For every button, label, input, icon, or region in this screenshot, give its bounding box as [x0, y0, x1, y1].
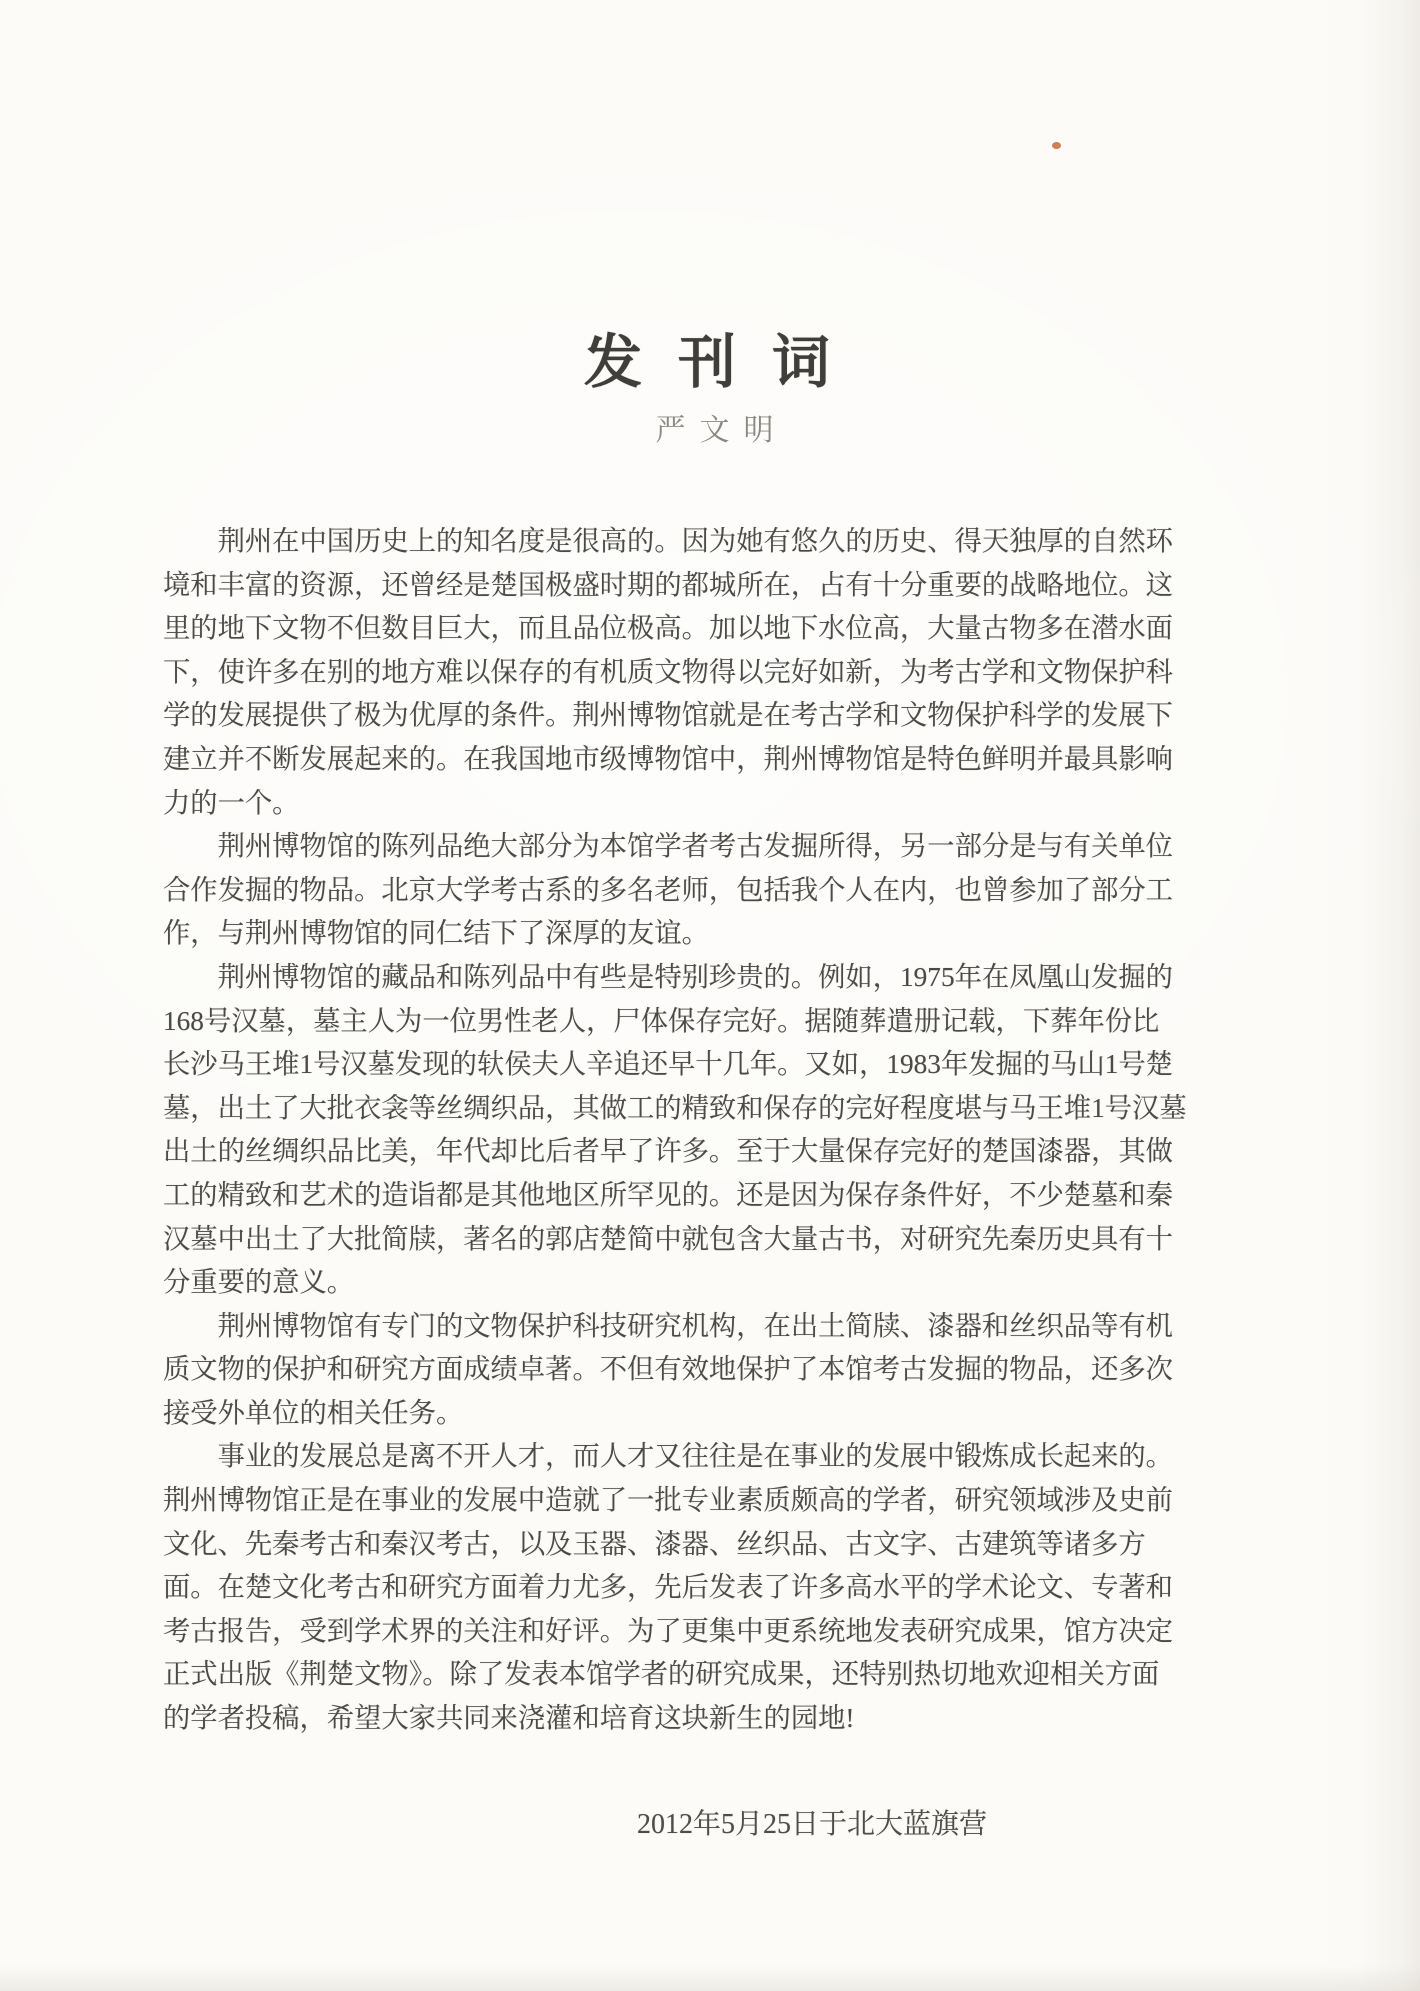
body-line: 学的发展提供了极为优厚的条件。荆州博物馆就是在考古学和文物保护科学的发展下: [163, 700, 1173, 731]
body-line: 考古报告，受到学术界的关注和好评。为了更集中更系统地发表研究成果，馆方决定: [163, 1615, 1173, 1646]
author-name: 严文明: [655, 414, 788, 447]
body-line: 荆州在中国历史上的知名度是很高的。因为她有悠久的历史、得天独厚的自然环: [217, 526, 1173, 556]
body-line: 质文物的保护和研究方面成绩卓著。不但有效地保护了本馆考古发掘的物品，还多次: [163, 1354, 1173, 1385]
body-line: 面。在楚文化考古和研究方面着力尤多，先后发表了许多高水平的学术论文、专著和: [163, 1572, 1173, 1603]
body-line: 荆州博物馆的藏品和陈列品中有些是特别珍贵的。例如，1975年在凤凰山发掘的: [217, 961, 1173, 992]
date-line: 2012年5月25日于北大蓝旗营: [636, 1809, 987, 1840]
document-body: [163, 520, 1187, 1741]
body-line: 合作发掘的物品。北京大学考古系的多名老师，包括我个人在内，也曾参加了部分工: [163, 874, 1173, 905]
body-line: 墓，出土了大批衣衾等丝绸织品，其做工的精致和保存的完好程度堪与马王堆1号汉墓: [163, 1092, 1187, 1123]
body-line: 事业的发展总是离不开人才，而人才又往往是在事业的发展中锻炼成长起来的。: [217, 1441, 1173, 1472]
body-line: 的学者投稿，希望大家共同来浇灌和培育这块新生的园地!: [163, 1703, 855, 1734]
body-line: 荆州博物馆正是在事业的发展中造就了一批专业素质颇高的学者，研究领域涉及史前: [163, 1485, 1173, 1516]
body-line: 下，使许多在别的地方难以保存的有机质文物得以完好如新，为考古学和文物保护科: [163, 656, 1173, 687]
scan-artifact-dot: [1052, 142, 1061, 149]
body-line: 里的地下文物不但数目巨大，而且品位极高。加以地下水位高，大量古物多在潜水面: [163, 613, 1173, 644]
body-line: 出土的丝绸织品比美，年代却比后者早了许多。至于大量保存完好的楚国漆器，其做: [163, 1136, 1173, 1167]
page-title: 发刊词: [583, 329, 866, 395]
body-line: 汉墓中出土了大批简牍，著名的郭店楚简中就包含大量古书，对研究先秦历史具有十: [163, 1223, 1173, 1254]
body-line: 荆州博物馆的陈列品绝大部分为本馆学者考古发掘所得，另一部分是与有关单位: [217, 831, 1173, 862]
body-line: 建立并不断发展起来的。在我国地市级博物馆中，荆州博物馆是特色鲜明并最具影响: [163, 743, 1173, 774]
body-line: 工的精致和艺术的造诣都是其他地区所罕见的。还是因为保存条件好，不少楚墓和秦: [163, 1179, 1173, 1210]
body-line: 文化、先秦考古和秦汉考古，以及玉器、漆器、丝织品、古文字、古建筑等诸多方: [163, 1528, 1146, 1559]
body-line: 接受外单位的相关任务。: [163, 1397, 464, 1428]
body-line: 长沙马王堆1号汉墓发现的轪侯夫人辛追还早十几年。又如，1983年发掘的马山1号楚: [163, 1049, 1173, 1080]
body-line: 荆州博物馆有专门的文物保护科技研究机构，在出土简牍、漆器和丝织品等有机: [217, 1310, 1173, 1341]
body-line: 作，与荆州博物馆的同仁结下了深厚的友谊。: [163, 918, 709, 949]
body-line: 境和丰富的资源，还曾经是楚国极盛时期的都城所在，占有十分重要的战略地位。这: [163, 569, 1173, 600]
body-line: 正式出版《荆楚文物》。除了发表本馆学者的研究成果，还特别热切地欢迎相关方面: [163, 1659, 1160, 1690]
body-line: 分重要的意义。: [163, 1267, 355, 1298]
body-line: 力的一个。: [163, 787, 300, 818]
body-line: 168号汉墓，墓主人为一位男性老人，尸体保存完好。据随葬遣册记载，下葬年份比: [163, 1005, 1160, 1036]
